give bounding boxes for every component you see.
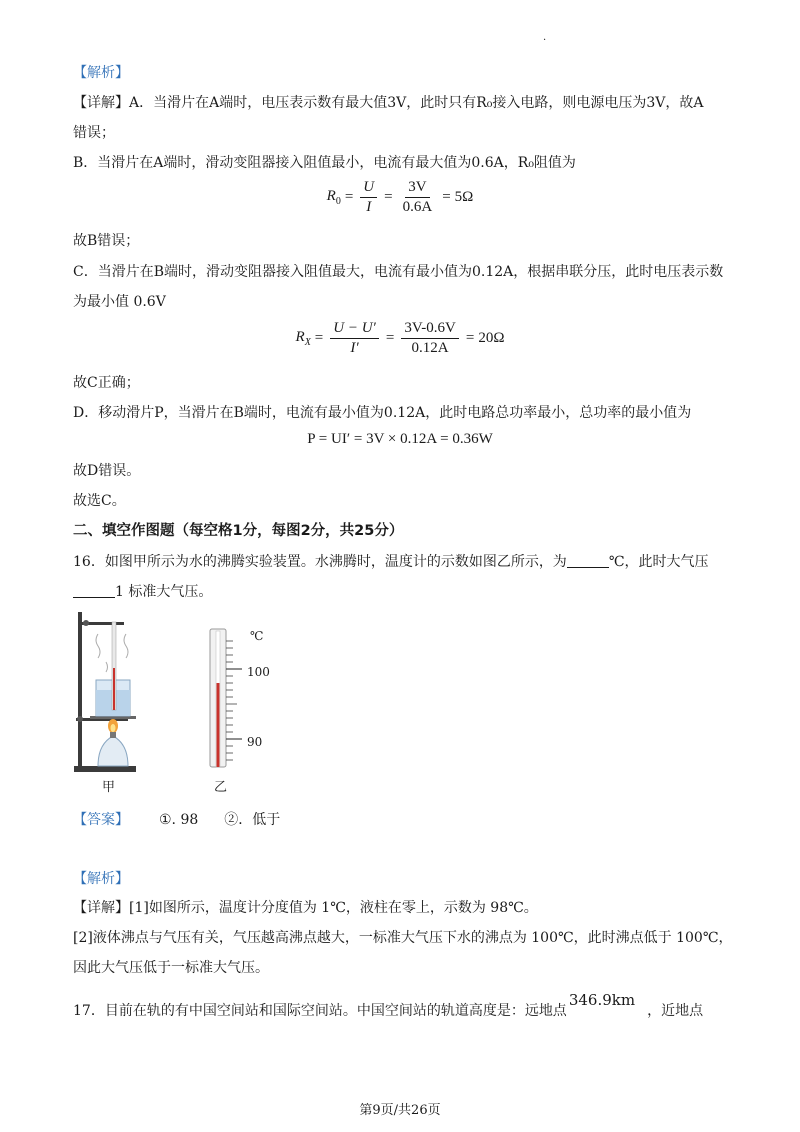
q17-line: 17．目前在轨的有中国空间站和国际空间站。中国空间站的轨道高度是：远地点346.9km，近地点 — [73, 991, 704, 1019]
answer-label: 【答案】 — [73, 812, 129, 828]
section-title: 二、填空作图题（每空格1分，每图2分，共25分） — [73, 523, 404, 539]
q15-choice: 故选C。 — [73, 493, 126, 509]
q15-option-d-result: 故D错误。 — [73, 463, 141, 479]
q16-detail-1: 【详解】[1]如图所示，温度计分度值为 1℃，液柱在零上，示数为 98℃。 — [73, 900, 538, 916]
q15-option-d-line: D．移动滑片P，当滑片在B端时，电流有最小值为0.12A，此时电路总功率最小，总功率的最小值为 — [73, 405, 692, 421]
page-footer: 第9页/共26页 — [359, 1103, 441, 1118]
q16-analysis-label: 【解析】 — [73, 871, 129, 887]
q15-option-a-line2: 错误； — [73, 125, 115, 141]
q15-option-c-line2: 为最小值 0.6V — [73, 294, 166, 310]
figure-yi-label: 乙 — [214, 780, 228, 795]
thermometer-unit: ℃ — [250, 629, 264, 643]
answer-blank-2 — [73, 583, 115, 598]
thermometer-ticks — [226, 641, 242, 760]
mercury-column — [217, 683, 220, 767]
analysis-label: 【解析】 — [73, 65, 129, 81]
figure-jia-label: 甲 — [102, 780, 116, 795]
q16-line2: 1 标准大气压。 — [73, 582, 212, 602]
q15-option-c-result: 故C正确； — [73, 375, 140, 391]
detail-label: 【详解】 — [73, 95, 129, 111]
q16-detail-3: 因此大气压低于一标准大气压。 — [73, 960, 269, 976]
formula-rx: $R_X$ = $\frac{U - U'}{I'}$ = $\frac{3V-0.6V}{0.12A}$ = 20Ω — [295, 320, 505, 356]
formula-r0: $R_0$ = $\frac{U}{I}$ = $\frac{3V}{0.6A}$ = 5Ω — [326, 179, 474, 215]
answer-blank-1 — [567, 553, 609, 568]
option-a-text: A．当滑片在A端时，电压表示数有最大值3V，此时只有R₀接入电路，则电源电压为3V，故A — [129, 95, 704, 111]
tick-label-100: 100 — [247, 665, 270, 679]
q16-answer-line: 【答案】 ①. 98 ②．低于 — [73, 812, 281, 828]
q15-option-c-line1: C．当滑片在B端时，滑动变阻器接入阻值最大，电流有最小值为0.12A，根据串联分压，此时电压表示数 — [73, 264, 724, 280]
q16-detail-2: [2]液体沸点与气压有关，气压越高沸点越大，一标准大气压下水的沸点为 100℃，此时沸点低于 100℃， — [73, 930, 733, 946]
header-mark: . — [543, 32, 547, 43]
formula-power: P = UI′ = 3V × 0.12A = 0.36W — [307, 431, 493, 447]
boiling-apparatus-figure — [68, 608, 148, 778]
q15-option-b-line: B．当滑片在A端时，滑动变阻器接入阻值最小，电流有最大值为0.6A，R₀阻值为 — [73, 155, 576, 171]
tick-label-90: 90 — [247, 735, 263, 749]
q15-option-a-line1 — [73, 93, 704, 113]
q16-line1: 16．如图甲所示为水的沸腾实验装置。水沸腾时，温度计的示数如图乙所示，为 ℃，此时大气压 — [73, 554, 709, 570]
perigee-value: 346.9km — [568, 991, 636, 1009]
q15-option-b-result: 故B错误； — [73, 233, 140, 249]
